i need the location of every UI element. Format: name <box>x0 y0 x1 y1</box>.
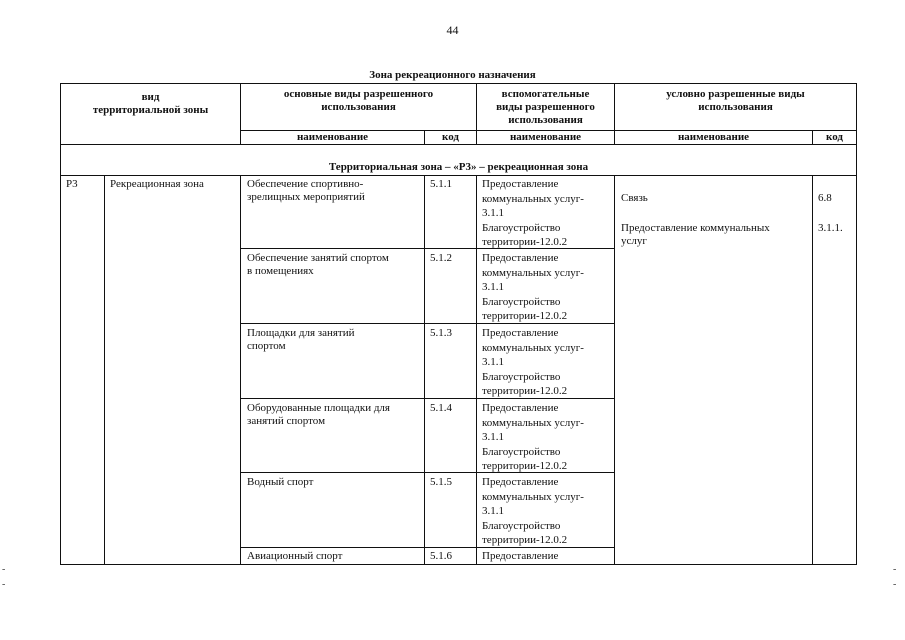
main-use-name <box>247 178 365 204</box>
table-border <box>60 144 857 145</box>
main-use-code: 5.1.3 <box>430 327 452 339</box>
auxiliary-use <box>482 177 584 250</box>
table-border <box>476 175 477 565</box>
text-line: 3.1.1 <box>482 281 504 293</box>
header-conditional-uses <box>615 88 856 114</box>
text-line: Предоставление коммунальных <box>621 222 770 234</box>
scan-edge-mark: - <box>2 579 6 590</box>
conditional-use-code: 6.8 <box>818 192 832 204</box>
table-border <box>60 83 61 565</box>
auxiliary-use <box>482 401 584 474</box>
zone-code: Р3 <box>66 178 78 190</box>
text-line: Обеспечение занятий спортом <box>247 252 389 264</box>
table-border <box>812 175 813 565</box>
header-line: использования <box>321 101 396 113</box>
header-line: виды разрешенного <box>496 101 595 113</box>
text-line: коммунальных услуг- <box>482 266 584 279</box>
main-use-name <box>247 402 390 428</box>
header-line: условно разрешенные виды <box>666 88 805 100</box>
text-line: коммунальных услуг- <box>482 192 584 205</box>
table-border <box>240 175 241 565</box>
scan-edge-mark: - <box>2 564 6 575</box>
text-line: территории-12.0.2 <box>482 385 568 397</box>
text-line: Предоставление <box>482 252 559 264</box>
text-line: Авиационный спорт <box>247 550 343 562</box>
text-line: территории-12.0.2 <box>482 460 568 472</box>
text-line: в помещениях <box>247 265 314 277</box>
text-line: занятий спортом <box>247 415 326 427</box>
text-line: Благоустройство <box>482 445 561 458</box>
zone-name: Рекреационная зона <box>110 178 204 190</box>
header-line: вид <box>141 91 160 103</box>
text-line: 3.1.1 <box>482 505 504 517</box>
header-main-code: код <box>442 131 459 143</box>
main-use-name <box>247 550 342 563</box>
main-use-code: 5.1.6 <box>430 550 452 562</box>
main-use-name <box>247 327 355 353</box>
text-line: Обеспечение спортивно- <box>247 178 364 190</box>
auxiliary-use <box>482 251 584 324</box>
text-line: спортом <box>247 340 286 352</box>
header-cond-name: наименование <box>677 131 750 143</box>
main-use-code: 5.1.4 <box>430 402 452 414</box>
text-line: Водный спорт <box>247 476 314 488</box>
auxiliary-use <box>482 549 558 564</box>
text-line: зрелищных мероприятий <box>247 191 365 203</box>
text-line: Предоставление <box>482 476 559 488</box>
text-line: Благоустройство <box>482 519 561 532</box>
auxiliary-use <box>482 326 584 399</box>
header-main-name: наименование <box>296 131 369 143</box>
header-line: основные виды разрешенного <box>283 88 434 100</box>
text-line: Предоставление <box>482 402 559 414</box>
text-line: коммунальных услуг- <box>482 490 584 503</box>
text-line: Площадки для занятий <box>247 327 355 339</box>
text-line: услуг <box>621 235 647 247</box>
auxiliary-use <box>482 475 584 548</box>
page-number: 44 <box>446 23 459 37</box>
conditional-use-name <box>621 222 770 248</box>
text-line: Оборудованные площадки для <box>247 402 390 414</box>
main-use-code: 5.1.2 <box>430 252 452 264</box>
text-line: 3.1.1 <box>482 356 504 368</box>
main-use-name <box>247 252 389 278</box>
conditional-use-code: 3.1.1. <box>818 222 843 234</box>
main-use-name <box>247 476 313 489</box>
main-use-code: 5.1.1 <box>430 178 452 190</box>
main-use-code: 5.1.5 <box>430 476 452 488</box>
text-line: территории-12.0.2 <box>482 534 568 546</box>
table-border <box>856 83 857 565</box>
header-auxiliary-uses <box>477 88 614 127</box>
text-line: Благоустройство <box>482 221 561 234</box>
table-border <box>614 175 615 565</box>
text-line: коммунальных услуг- <box>482 341 584 354</box>
header-line: использования <box>698 101 773 113</box>
header-line: использования <box>508 114 583 126</box>
document-title: Зона рекреационного назначения <box>369 69 536 81</box>
text-line: Связь <box>621 192 648 204</box>
header-main-uses <box>241 88 476 114</box>
text-line: Благоустройство <box>482 295 561 308</box>
table-border <box>424 175 425 565</box>
text-line: Предоставление <box>482 550 559 562</box>
text-line: Предоставление <box>482 178 559 190</box>
header-zone-type <box>61 91 240 117</box>
text-line: территории-12.0.2 <box>482 236 568 248</box>
table-border <box>60 564 857 565</box>
table-border <box>60 175 857 176</box>
scan-edge-mark: - <box>893 564 897 575</box>
zone-title: Территориальная зона – «Р3» – рекреационная зона <box>328 161 589 173</box>
text-line: территории-12.0.2 <box>482 310 568 322</box>
scan-edge-mark: - <box>893 579 897 590</box>
text-line: 3.1.1 <box>482 431 504 443</box>
table-border <box>104 175 105 565</box>
text-line: 3.1.1 <box>482 207 504 219</box>
header-aux-name: наименование <box>509 131 582 143</box>
header-line: территориальной зоны <box>92 104 209 116</box>
header-cond-code: код <box>826 131 843 143</box>
conditional-use-name <box>621 192 648 205</box>
header-line: вспомогательные <box>501 88 590 100</box>
text-line: Предоставление <box>482 327 559 339</box>
table-border <box>60 83 857 84</box>
text-line: коммунальных услуг- <box>482 416 584 429</box>
text-line: Благоустройство <box>482 370 561 383</box>
